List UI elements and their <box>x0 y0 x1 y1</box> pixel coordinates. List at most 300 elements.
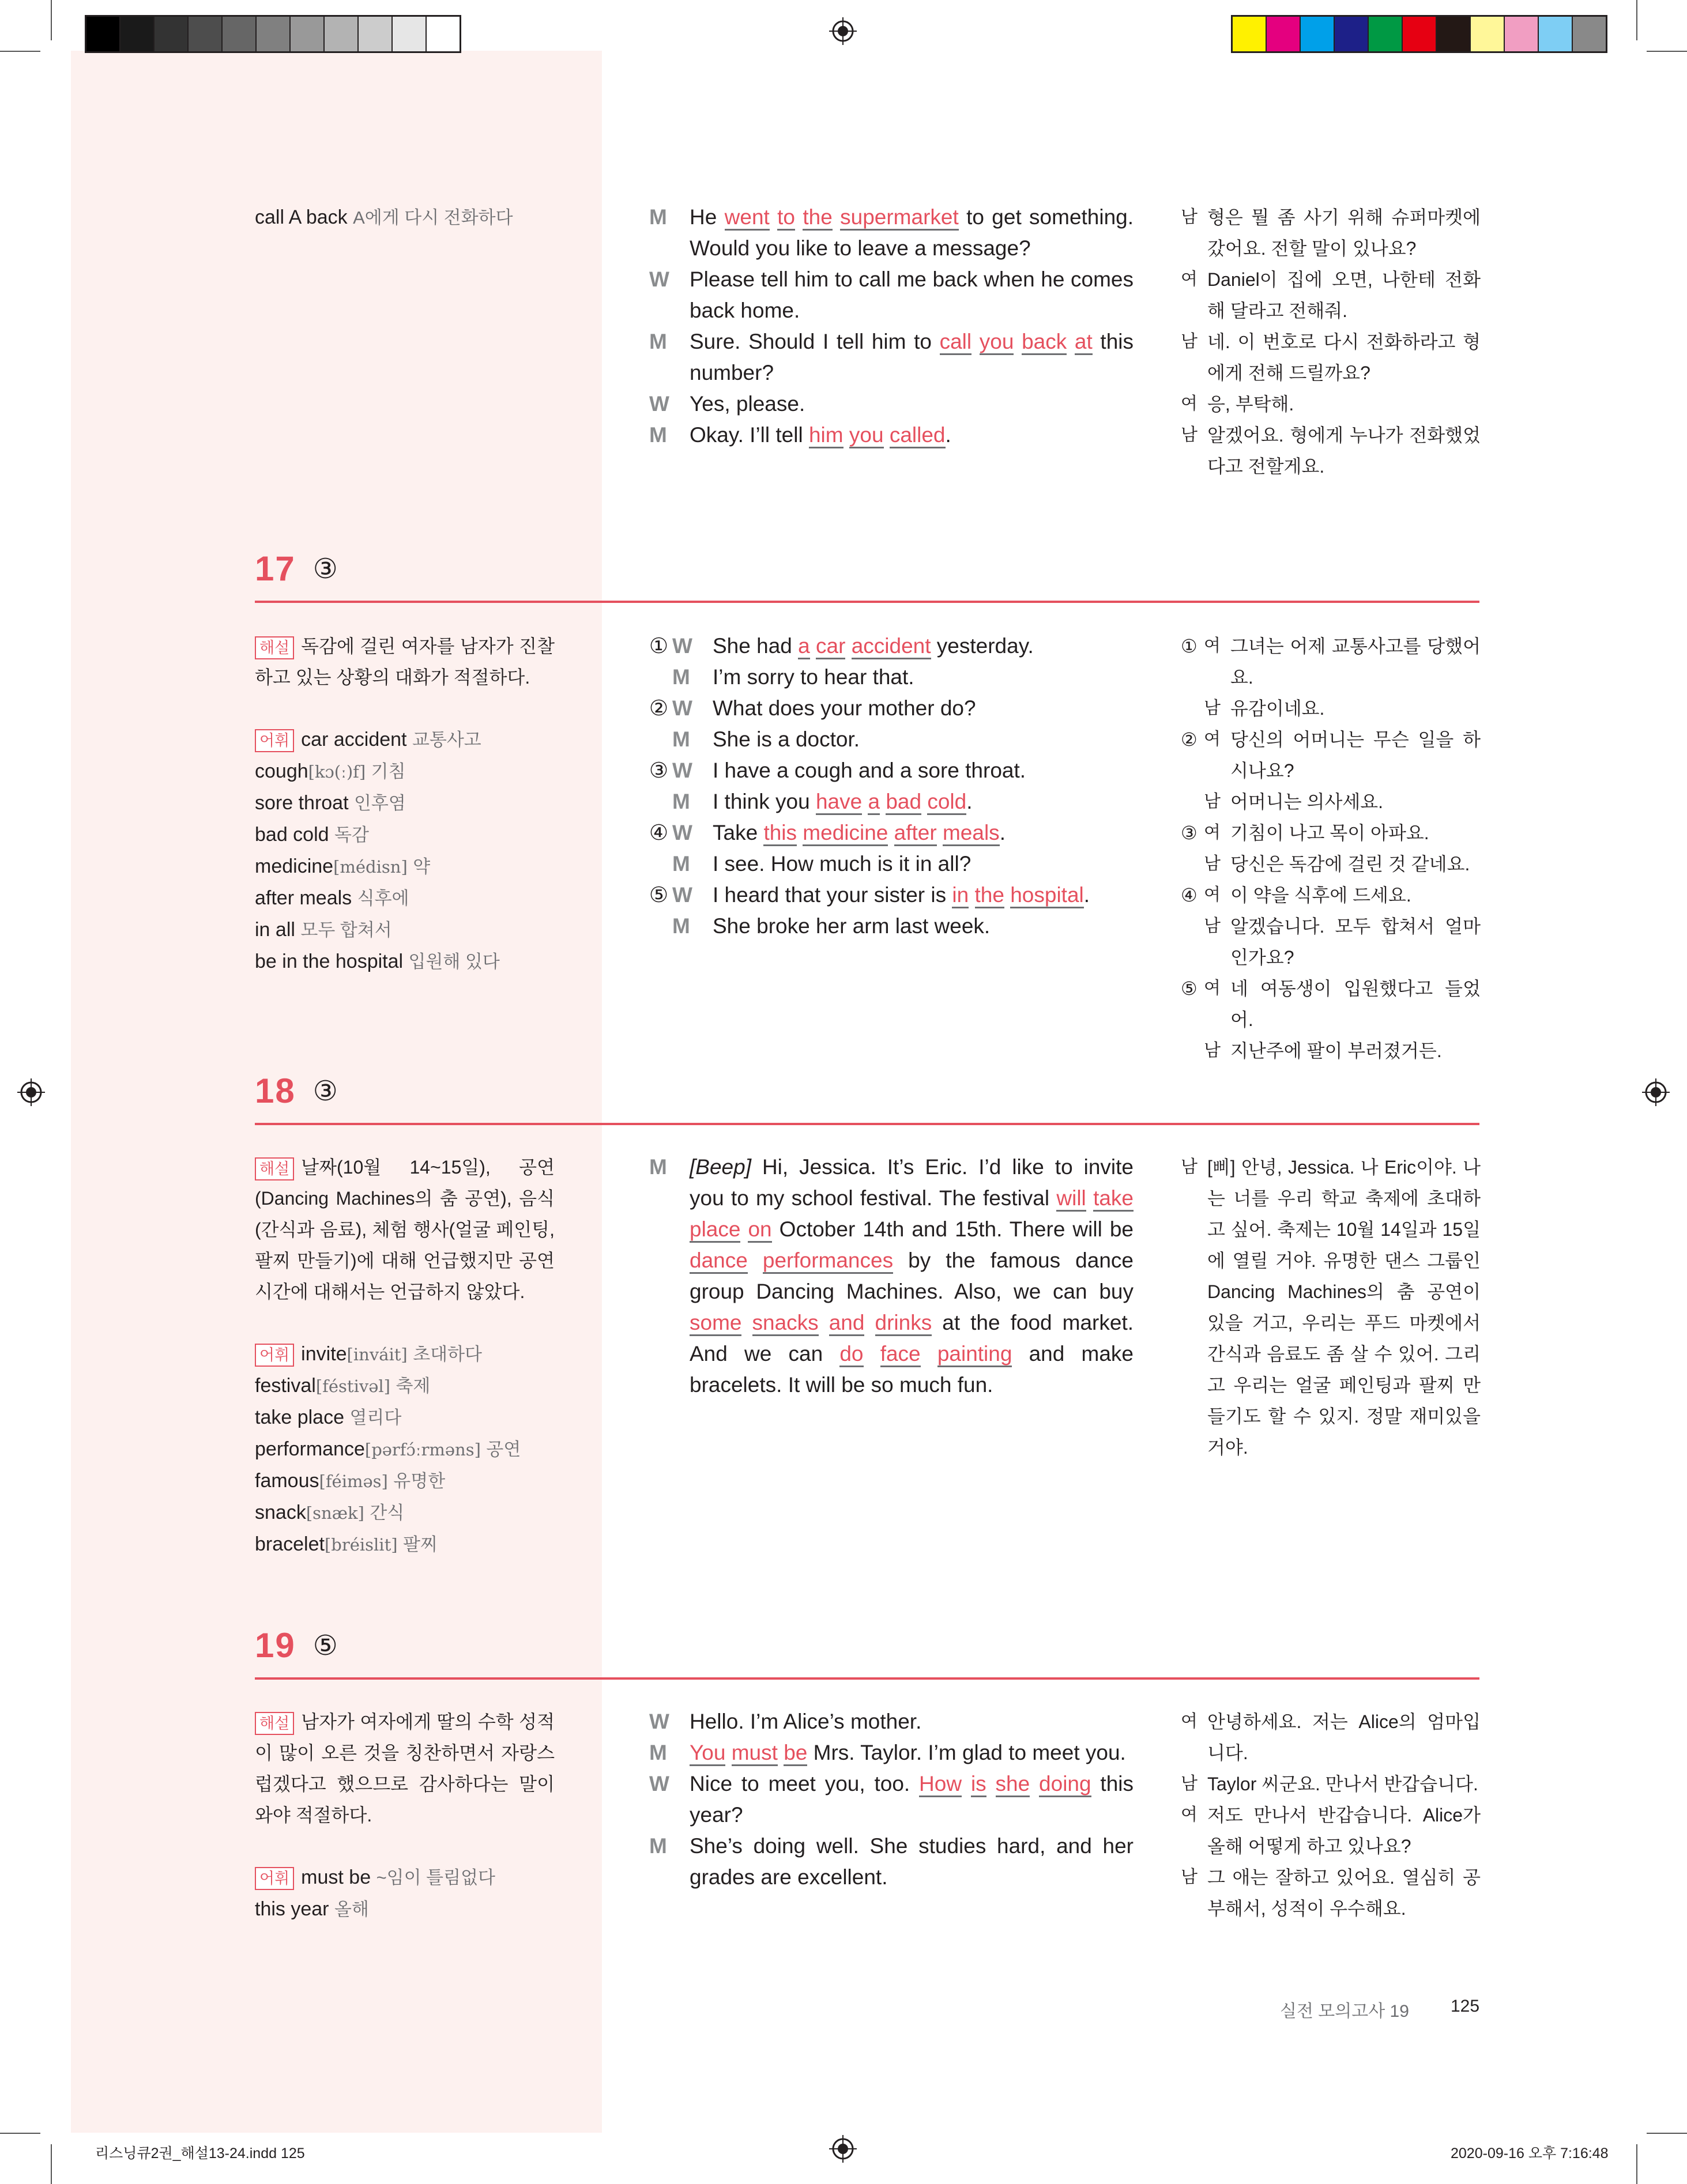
explanation-tag: 해설 <box>255 1157 294 1180</box>
vocab-word: take place <box>255 1406 344 1428</box>
vocab-item <box>255 1338 555 1370</box>
vocab-meaning: 공연 <box>486 1439 521 1459</box>
registration-mark-icon <box>829 2135 857 2163</box>
crop-mark <box>1647 51 1687 52</box>
choice-number <box>649 911 672 942</box>
vocab-word: medicine <box>255 855 334 877</box>
vocab-list <box>255 724 555 978</box>
choice-number <box>1181 911 1204 973</box>
speaker-label: M <box>672 790 690 813</box>
blank-answer: and <box>829 1311 865 1336</box>
vocab-item <box>255 724 555 756</box>
blank-answer: performances <box>763 1248 893 1274</box>
vocab-tag: 어휘 <box>255 1867 294 1890</box>
question-number: 19 <box>255 1626 296 1665</box>
blank-answer: bad <box>886 790 921 815</box>
blank-answer: she <box>996 1772 1030 1797</box>
blank-answer: drinks <box>875 1311 932 1336</box>
translation-line <box>1181 911 1481 973</box>
blank-answer: accident <box>852 634 931 659</box>
speaker-label: W <box>672 634 692 658</box>
blank-answer: doing <box>1039 1772 1091 1797</box>
registration-mark-icon <box>829 17 857 45</box>
speaker-label: W <box>672 821 692 844</box>
speaker-label: W <box>649 392 669 416</box>
speaker-label: W <box>672 883 692 907</box>
color-swatch <box>1233 17 1267 51</box>
translation-text: 당신은 독감에 걸린 것 같네요. <box>1230 854 1470 874</box>
choice-number <box>1181 1035 1204 1066</box>
translation-text: 이 약을 식후에 드세요. <box>1230 885 1411 906</box>
question-number: 18 <box>255 1072 296 1110</box>
speaker-label: 남 <box>1204 1041 1221 1060</box>
slug-filename: 리스닝큐2권_해설13-24.indd 125 <box>95 2145 305 2162</box>
translation-line <box>1181 724 1481 786</box>
vocab-item <box>255 1434 555 1465</box>
translation-text: Daniel이 집에 오면, 나한테 전화해 달라고 전해줘. <box>1207 269 1481 321</box>
vocab-tag: 어휘 <box>255 729 294 752</box>
color-swatch <box>1335 17 1369 51</box>
vocab-meaning: 팔찌 <box>403 1534 438 1555</box>
vocab-item <box>255 1862 555 1893</box>
dialogue-line <box>649 420 1134 451</box>
section-divider <box>255 1677 1479 1680</box>
blank-answer: be <box>784 1741 807 1766</box>
line-text: [Beep] Hi, Jessica. It’s Eric. I’d like to invite you to my school festival. The festival will take place on October 14th and 15th. There will be dance performances by the famous dance group Dancing Machines. Also, we can buy some snacks and drinks at the food market. And we can do face painting and make bracelets. It will be so much fun. <box>690 1155 1134 1397</box>
line-text: He went to the supermarket to get something. Would you like to leave a message? <box>690 205 1134 260</box>
vocab-item <box>255 851 555 882</box>
registration-mark-icon <box>17 1078 45 1106</box>
blank-answer: cold <box>927 790 966 815</box>
vocab-pronunciation: [inváit] <box>347 1345 408 1364</box>
color-swatch <box>1539 17 1573 51</box>
color-swatch <box>1437 17 1471 51</box>
blank-answer: supermarket <box>840 205 959 231</box>
answer-choice: ③ <box>312 553 338 584</box>
vocab-pronunciation: [féiməs] <box>319 1472 388 1491</box>
translation-line <box>1181 202 1481 264</box>
speaker-label: M <box>649 1155 667 1179</box>
page-number: 125 <box>1451 1997 1480 2016</box>
answer-choice: ③ <box>312 1076 338 1107</box>
line-text: She broke her arm last week. <box>713 914 991 938</box>
explanation-text: 독감에 걸린 여자를 남자가 진찰하고 있는 상황의 대화가 적절하다. <box>255 636 555 688</box>
blank-answer: back <box>1022 330 1067 355</box>
dialogue-script <box>649 202 1134 451</box>
dialogue-line <box>649 388 1134 420</box>
dialogue-line <box>649 631 1134 662</box>
speaker-label: W <box>672 696 692 720</box>
vocab-meaning: 열리다 <box>349 1408 402 1428</box>
vocab-word: must be <box>301 1866 371 1888</box>
dialogue-line <box>649 786 1134 817</box>
dialogue-line <box>649 1831 1134 1893</box>
blank-answer: you <box>849 423 884 448</box>
vocab-word: this year <box>255 1898 329 1920</box>
choice-number <box>649 662 672 693</box>
dialogue-line <box>649 264 1134 326</box>
vocab-item <box>255 756 555 787</box>
blank-answer: You <box>690 1741 725 1766</box>
slug-date: 2020-09-16 오후 7:16:48 <box>1451 2145 1609 2162</box>
color-swatch <box>1267 17 1301 51</box>
blank-answer: medicine <box>803 821 888 846</box>
line-text: Okay. I’ll tell him you called. <box>690 420 1134 451</box>
color-swatch <box>1573 17 1606 51</box>
choice-number: ③ <box>649 759 669 782</box>
line-text: Yes, please. <box>690 392 805 416</box>
vocab-meaning: 입원해 있다 <box>408 952 500 972</box>
speaker-label: 여 <box>1204 885 1221 904</box>
color-swatch <box>427 17 460 51</box>
line-text: What does your mother do? <box>713 696 976 720</box>
blank-answer: in <box>952 883 969 908</box>
color-swatch <box>325 17 359 51</box>
vocab-word: bracelet <box>255 1533 325 1555</box>
choice-number: ② <box>649 696 669 720</box>
choice-number <box>649 724 672 755</box>
translation-text: 그 애는 잘하고 있어요. 열심히 공부해서, 성적이 우수해요. <box>1207 1867 1481 1919</box>
choice-number: ④ <box>1181 885 1198 906</box>
line-text: I heard that your sister is in the hospital. <box>713 880 1134 911</box>
vocab-meaning: 기침 <box>371 761 406 782</box>
line-text: Nice to meet you, too. How is she doing this year? <box>690 1772 1134 1827</box>
translation-text: 네 여동생이 입원했다고 들었어. <box>1230 978 1481 1030</box>
line-text: I see. How much is it in all? <box>713 852 971 876</box>
line-text: Please tell him to call me back when he comes back home. <box>690 267 1134 322</box>
vocab-item <box>255 1402 555 1434</box>
line-text: I think you have a bad cold. <box>713 786 1134 817</box>
speaker-label: W <box>649 1772 669 1796</box>
vocab-meaning: 초대하다 <box>413 1344 482 1364</box>
speaker-label: 남 <box>1181 1868 1198 1887</box>
vocab-pronunciation: [snæk] <box>306 1503 364 1523</box>
dialogue-translation <box>1181 202 1481 482</box>
vocab-list <box>255 1862 555 1925</box>
speaker-label: 남 <box>1204 699 1221 718</box>
vocab-item <box>255 202 555 233</box>
translation-line <box>1181 1768 1481 1800</box>
explanation-text: 남자가 여자에게 딸의 수학 성적이 많이 오른 것을 칭찬하면서 자랑스럽겠다고 했으므로 감사하다는 말이 와야 적절하다. <box>255 1711 555 1825</box>
grayscale-color-bar <box>85 15 461 53</box>
blank-answer: some <box>690 1311 741 1336</box>
choice-number <box>1181 786 1204 817</box>
dialogue-line <box>649 848 1134 880</box>
choice-number: ⑤ <box>1181 978 1198 999</box>
vocab-meaning: 유명한 <box>393 1471 446 1491</box>
section-divider <box>255 1123 1479 1125</box>
speaker-label: 여 <box>1204 636 1221 655</box>
speaker-label: 남 <box>1181 332 1198 351</box>
blank-answer: a <box>798 634 810 659</box>
color-swatch <box>291 17 325 51</box>
speaker-label: 남 <box>1181 1774 1198 1793</box>
blank-answer: snacks <box>752 1311 819 1336</box>
vocab-meaning: 독감 <box>334 825 369 845</box>
crop-mark <box>0 51 40 52</box>
blank-answer: will <box>1056 1186 1086 1212</box>
translation-text: 저도 만나서 반갑습니다. Alice가 올해 어떻게 하고 있나요? <box>1207 1805 1481 1857</box>
blank-answer: take <box>1093 1186 1134 1212</box>
speaker-label: 남 <box>1181 1157 1198 1176</box>
speaker-label: M <box>649 1834 667 1858</box>
speaker-label: 여 <box>1204 730 1221 749</box>
line-text: Hello. I’m Alice’s mother. <box>690 1710 922 1733</box>
blank-answer: the <box>975 883 1004 908</box>
speaker-label: 여 <box>1181 1712 1198 1731</box>
translation-text: 알겠습니다. 모두 합쳐서 얼마인가요? <box>1230 916 1481 968</box>
vocab-meaning: A에게 다시 전화하다 <box>353 208 513 228</box>
translation-text: 어머니는 의사세요. <box>1230 791 1384 812</box>
vocab-pronunciation: [médisn] <box>333 857 408 877</box>
dialogue-line <box>649 1152 1134 1401</box>
crop-mark <box>1636 0 1637 40</box>
blank-answer: face <box>880 1342 921 1367</box>
blank-answer: at <box>1075 330 1093 355</box>
vocab-meaning: 축제 <box>396 1376 431 1396</box>
speaker-label: 남 <box>1204 916 1221 936</box>
speaker-label: 여 <box>1204 979 1221 998</box>
line-text: I have a cough and a sore throat. <box>713 759 1026 782</box>
translation-line <box>1181 326 1481 388</box>
translation-line <box>1181 880 1481 911</box>
speaker-label: 여 <box>1204 823 1221 842</box>
color-swatch <box>86 17 120 51</box>
blank-answer: to <box>777 205 795 231</box>
translation-line <box>1181 786 1481 817</box>
blank-answer: went <box>725 205 770 231</box>
speaker-label: W <box>649 1710 669 1733</box>
blank-answer: this <box>763 821 797 846</box>
blank-answer: a <box>868 790 880 815</box>
dialogue-script <box>649 631 1134 942</box>
translation-text: 네. 이 번호로 다시 전화하라고 형에게 전해 드릴까요? <box>1207 331 1481 383</box>
translation-text: 그녀는 어제 교통사고를 당했어요. <box>1230 636 1481 688</box>
translation-text: 지난주에 팔이 부러졌거든. <box>1230 1040 1442 1061</box>
section-divider <box>255 601 1479 603</box>
crop-mark <box>51 0 52 40</box>
sound-cue: [Beep] <box>690 1155 751 1179</box>
crop-mark <box>51 2144 52 2184</box>
vocab-item <box>255 914 555 946</box>
line-text: She is a doctor. <box>713 727 860 751</box>
translation-line <box>1181 420 1481 482</box>
speaker-label: W <box>649 267 669 291</box>
vocab-word: call A back <box>255 206 348 228</box>
speaker-label: 여 <box>1181 270 1198 289</box>
dialogue-script <box>649 1706 1134 1893</box>
speaker-label: 여 <box>1181 394 1198 413</box>
vocab-meaning: 교통사고 <box>412 730 481 750</box>
dialogue-line <box>649 755 1134 786</box>
dialogue-line <box>649 1706 1134 1737</box>
translation-line <box>1181 1152 1481 1463</box>
question-header <box>255 1625 338 1665</box>
translation-line <box>1181 264 1481 326</box>
line-text: She’s doing well. She studies hard, and her grades are excellent. <box>690 1834 1134 1889</box>
speaker-label: M <box>672 727 690 751</box>
crop-mark <box>0 2133 40 2134</box>
vocab-word: in all <box>255 919 295 941</box>
color-swatch <box>359 17 393 51</box>
translation-text: 응, 부탁해. <box>1207 394 1294 414</box>
translation-text: Taylor 씨군요. 만나서 반갑습니다. <box>1207 1774 1478 1794</box>
dialogue-script <box>649 1152 1134 1401</box>
vocab-list <box>255 1338 555 1560</box>
color-swatch <box>1369 17 1403 51</box>
blank-answer: is <box>971 1772 986 1797</box>
choice-number <box>649 786 672 817</box>
color-swatch <box>120 17 155 51</box>
dialogue-line <box>649 1737 1134 1768</box>
vocab-word: famous <box>255 1470 319 1492</box>
vocab-item <box>255 1465 555 1497</box>
vocab-item <box>255 1893 555 1925</box>
dialogue-line <box>649 662 1134 693</box>
explanation-text: 날짜(10월 14~15일), 공연(Dancing Machines의 춤 공연), 음식(간식과 음료), 체험 행사(얼굴 페인팅, 팔찌 만들기)에 대해 언급했지만 공연 시간에 대해서는 언급하지 않았다. <box>255 1157 555 1302</box>
translation-line <box>1181 973 1481 1035</box>
speaker-label: M <box>672 852 690 876</box>
dialogue-line <box>649 817 1134 848</box>
blank-answer: call <box>940 330 972 355</box>
translation-line <box>1181 693 1481 724</box>
vocab-word: after meals <box>255 887 352 909</box>
color-swatch <box>189 17 223 51</box>
vocab-item <box>255 787 555 819</box>
vocab-item <box>255 1529 555 1560</box>
blank-answer: have <box>816 790 862 815</box>
vocab-word: performance <box>255 1438 365 1460</box>
dialogue-line <box>649 880 1134 911</box>
translation-line <box>1181 1706 1481 1768</box>
explanation-panel <box>255 1706 555 1925</box>
translation-line <box>1181 388 1481 420</box>
vocab-pronunciation: [kɔ(ː)f] <box>308 762 366 782</box>
blank-answer: you <box>980 330 1014 355</box>
question-number: 17 <box>255 549 296 588</box>
speaker-label: 남 <box>1204 854 1221 873</box>
line-text: She had a car accident yesterday. <box>713 631 1134 662</box>
explanation-tag: 해설 <box>255 636 294 659</box>
answer-choice: ⑤ <box>312 1630 338 1661</box>
blank-answer: must <box>732 1741 778 1766</box>
dialogue-line <box>649 724 1134 755</box>
dialogue-line <box>649 911 1134 942</box>
section-label: 실전 모의고사 19 <box>1280 2002 1409 2021</box>
color-swatch <box>393 17 427 51</box>
vocab-item <box>255 1497 555 1529</box>
choice-number <box>1181 848 1204 880</box>
translation-text: 기침이 나고 목이 아파요. <box>1230 823 1429 843</box>
blank-answer: hospital <box>1010 883 1084 908</box>
translation-text: 유감이네요. <box>1230 698 1325 719</box>
dialogue-line <box>649 202 1134 264</box>
translation-line <box>1181 817 1481 848</box>
vocab-item <box>255 819 555 851</box>
blank-answer: on <box>748 1217 771 1243</box>
dialogue-translation <box>1181 1706 1481 1924</box>
speaker-label: 남 <box>1181 425 1198 444</box>
vocab-meaning: 올해 <box>334 1899 369 1919</box>
choice-number <box>1181 693 1204 724</box>
vocab-item <box>255 946 555 978</box>
translation-line <box>1181 1035 1481 1066</box>
dialogue-line <box>649 693 1134 724</box>
speaker-label: M <box>672 914 690 938</box>
line-text: I’m sorry to hear that. <box>713 665 914 689</box>
crop-mark <box>1636 2144 1637 2184</box>
vocab-pronunciation: [pərfɔ́ːrməns] <box>364 1440 481 1459</box>
crop-mark <box>1647 2133 1687 2134</box>
vocab-word: festival <box>255 1375 316 1397</box>
speaker-label: M <box>672 665 690 689</box>
explanation-panel <box>255 1152 555 1560</box>
line-text: Take this medicine after meals. <box>713 817 1134 848</box>
color-swatch <box>1471 17 1505 51</box>
vocab-word: invite <box>301 1343 347 1365</box>
vocab-word: sore throat <box>255 792 349 814</box>
translation-line <box>1181 1862 1481 1924</box>
dialogue-line <box>649 326 1134 388</box>
vocab-meaning: 약 <box>413 857 431 877</box>
blank-answer: after <box>894 821 937 846</box>
explanation-panel <box>255 631 555 978</box>
line-text: You must be Mrs. Taylor. I’m glad to meet you. <box>690 1737 1134 1768</box>
vocab-pronunciation: [féstivəl] <box>315 1376 390 1396</box>
vocab-word: snack <box>255 1502 306 1523</box>
blank-answer: car <box>816 634 845 659</box>
speaker-label: M <box>649 1741 667 1764</box>
color-swatch <box>1301 17 1335 51</box>
vocab-meaning: ~임이 틀림없다 <box>376 1868 495 1888</box>
color-swatch <box>155 17 189 51</box>
speaker-label: M <box>649 330 667 353</box>
translation-text: 안녕하세요. 저는 Alice의 엄마입니다. <box>1207 1711 1481 1763</box>
choice-number: ② <box>1181 729 1198 750</box>
dialogue-translation <box>1181 1152 1481 1463</box>
speaker-label: M <box>649 205 667 229</box>
vocab-word: car accident <box>301 729 407 750</box>
vocab-item <box>255 1370 555 1402</box>
speaker-label: M <box>649 423 667 447</box>
color-swatch <box>1403 17 1437 51</box>
choice-number: ③ <box>1181 823 1198 843</box>
blank-answer: the <box>803 205 832 231</box>
translation-text: 형은 뭘 좀 사기 위해 슈퍼마켓에 갔어요. 전할 말이 있나요? <box>1207 207 1481 259</box>
registration-mark-icon <box>1642 1078 1670 1106</box>
explanation-tag: 해설 <box>255 1712 294 1735</box>
line-text: Sure. Should I tell him to call you back at this number? <box>690 330 1134 384</box>
dialogue-translation <box>1181 631 1481 1066</box>
vocab-meaning: 간식 <box>370 1503 405 1523</box>
speaker-label: 여 <box>1181 1805 1198 1824</box>
color-swatch <box>257 17 291 51</box>
choice-number: ⑤ <box>649 883 669 907</box>
translation-text: 당신의 어머니는 무슨 일을 하시나요? <box>1230 729 1481 781</box>
color-swatch <box>223 17 257 51</box>
blank-answer: dance <box>690 1248 748 1274</box>
choice-number: ④ <box>649 821 669 844</box>
vocab-meaning: 모두 합쳐서 <box>300 920 392 940</box>
blank-answer: called <box>890 423 946 448</box>
explanation <box>255 1152 555 1307</box>
vocab-word: bad cold <box>255 824 329 846</box>
speaker-label: 남 <box>1204 792 1221 811</box>
blank-answer: meals <box>943 821 1000 846</box>
blank-answer: How <box>919 1772 962 1797</box>
translation-line <box>1181 631 1481 693</box>
process-color-bar <box>1231 15 1607 53</box>
